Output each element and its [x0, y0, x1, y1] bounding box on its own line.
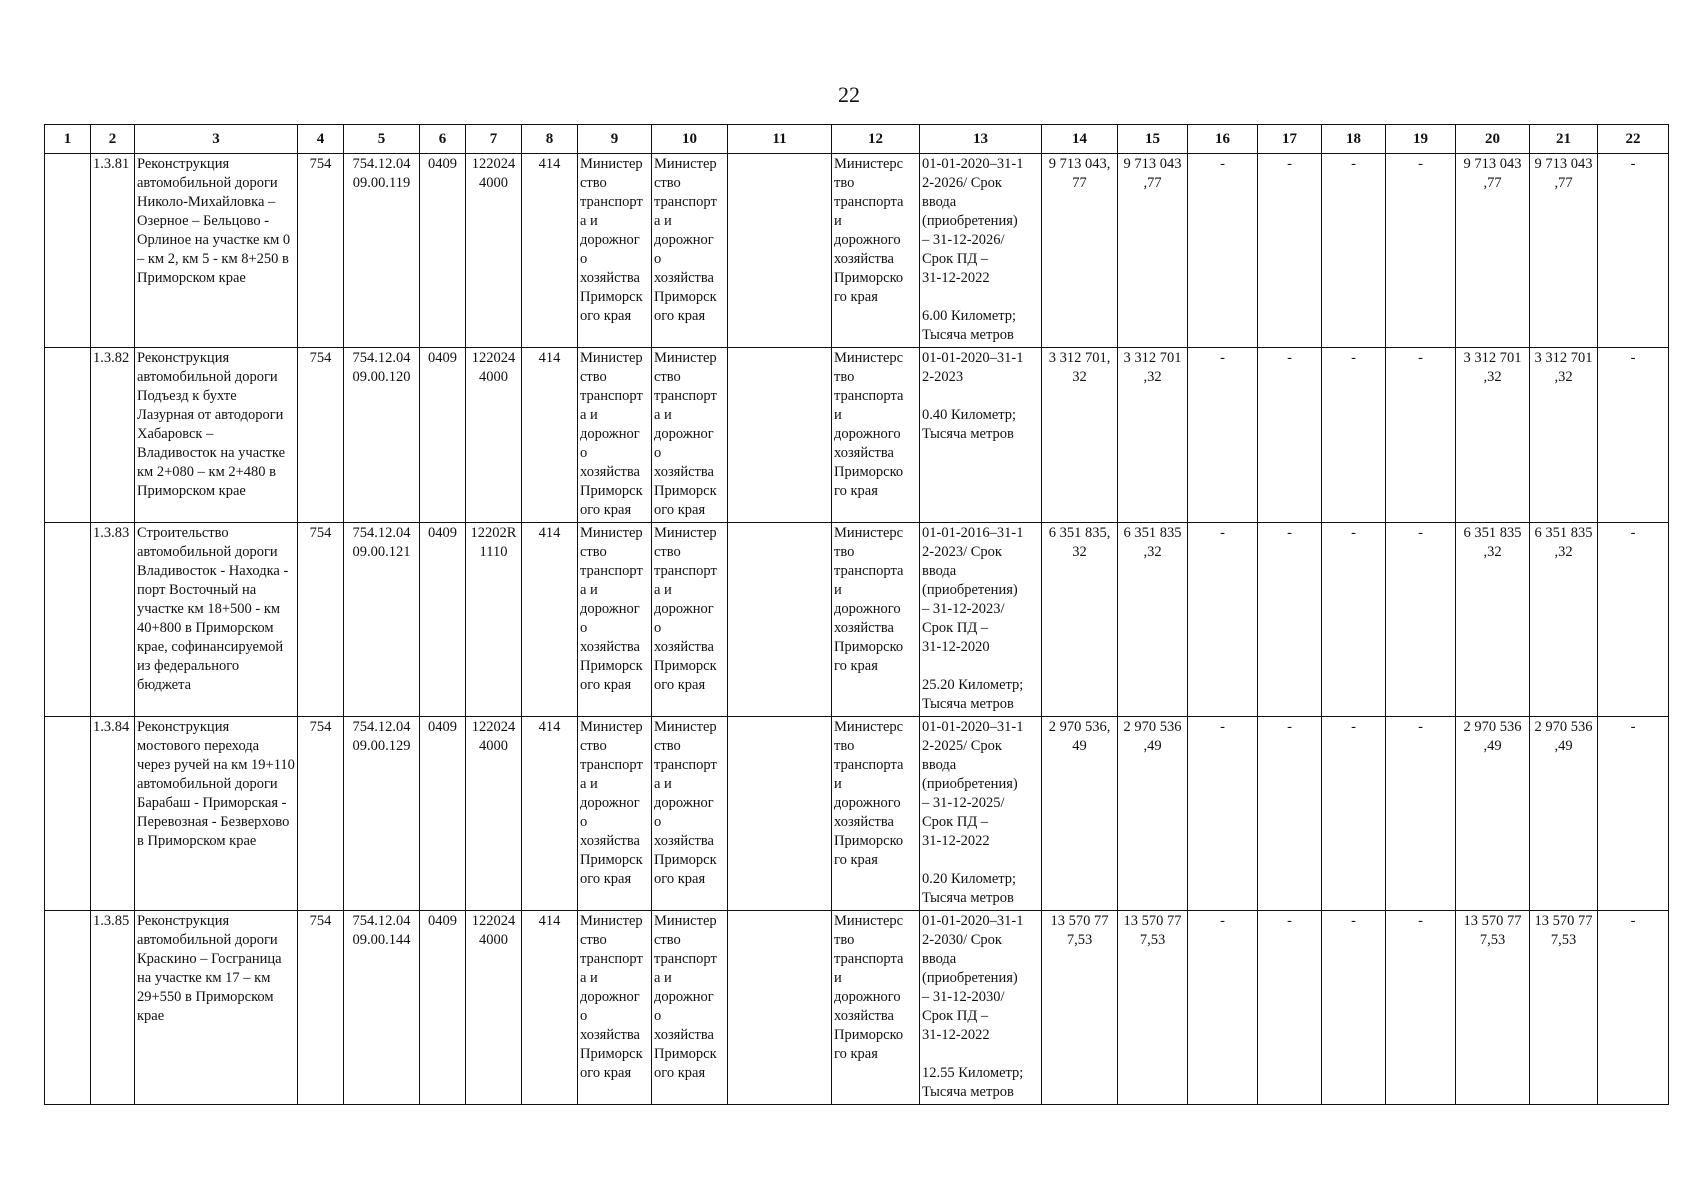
cell-col-5: 754.12.04 09.00.120: [344, 348, 420, 523]
cell-col-19: -: [1386, 154, 1456, 348]
table-row: [45, 154, 1669, 348]
cell-col-10: Министер ство транспорт а и дорожног о хозяйства Приморск ого края: [652, 911, 728, 1105]
cell-col-7: 12202R 1110: [466, 523, 522, 717]
cell-col-9: Министер ство транспорт а и дорожног о хозяйства Приморск ого края: [578, 523, 652, 717]
header-cell: 12: [832, 125, 920, 154]
header-cell: 14: [1042, 125, 1118, 154]
table-row: [45, 911, 1669, 1105]
cell-col-13: 01-01-2020–31-1 2-2026/ Срок ввода (приобретения) – 31-12-2026/ Срок ПД – 31-12-2022 6.00 Километр; Тысяча метров: [920, 154, 1042, 348]
cell-col-21: 9 713 043 ,77: [1530, 154, 1598, 348]
header-cell: 18: [1322, 125, 1386, 154]
cell-col-1: [45, 717, 91, 911]
cell-col-4: 754: [298, 911, 344, 1105]
cell-row-number: 1.3.85: [91, 911, 135, 1105]
cell-col-17: -: [1258, 911, 1322, 1105]
cell-col-11: [728, 523, 832, 717]
cell-col-1: [45, 523, 91, 717]
cell-col-5: 754.12.04 09.00.121: [344, 523, 420, 717]
cell-col-20: 2 970 536 ,49: [1456, 717, 1530, 911]
cell-col-13: 01-01-2020–31-1 2-2023 0.40 Километр; Тысяча метров: [920, 348, 1042, 523]
cell-col-6: 0409: [420, 348, 466, 523]
cell-col-4: 754: [298, 348, 344, 523]
cell-col-4: 754: [298, 717, 344, 911]
cell-col-18: -: [1322, 348, 1386, 523]
cell-col-8: 414: [522, 911, 578, 1105]
header-cell: 21: [1530, 125, 1598, 154]
cell-col-16: -: [1188, 348, 1258, 523]
cell-col-11: [728, 348, 832, 523]
cell-col-10: Министер ство транспорт а и дорожног о хозяйства Приморск ого края: [652, 348, 728, 523]
cell-col-1: [45, 911, 91, 1105]
header-cell: 20: [1456, 125, 1530, 154]
cell-col-14: 2 970 536, 49: [1042, 717, 1118, 911]
header-cell: 22: [1598, 125, 1669, 154]
cell-col-21: 6 351 835 ,32: [1530, 523, 1598, 717]
cell-col-7: 122024 4000: [466, 717, 522, 911]
cell-col-11: [728, 911, 832, 1105]
header-cell: 19: [1386, 125, 1456, 154]
cell-col-18: -: [1322, 717, 1386, 911]
header-cell: 8: [522, 125, 578, 154]
cell-col-6: 0409: [420, 523, 466, 717]
page-number: 22: [838, 82, 860, 107]
cell-col-10: Министер ство транспорт а и дорожног о хозяйства Приморск ого края: [652, 523, 728, 717]
cell-col-20: 6 351 835 ,32: [1456, 523, 1530, 717]
header-cell: 9: [578, 125, 652, 154]
cell-object-name: Реконструкция автомобильной дороги Краскино – Госграница на участке км 17 – км 29+550 в Приморском крае: [135, 911, 298, 1105]
cell-col-4: 754: [298, 154, 344, 348]
cell-col-9: Министер ство транспорт а и дорожног о хозяйства Приморск ого края: [578, 348, 652, 523]
cell-col-15: 13 570 77 7,53: [1118, 911, 1188, 1105]
cell-col-20: 13 570 77 7,53: [1456, 911, 1530, 1105]
data-table: [44, 124, 1669, 1105]
cell-col-10: Министер ство транспорт а и дорожног о хозяйства Приморск ого края: [652, 154, 728, 348]
header-cell: 16: [1188, 125, 1258, 154]
cell-col-6: 0409: [420, 154, 466, 348]
cell-col-8: 414: [522, 523, 578, 717]
cell-col-8: 414: [522, 154, 578, 348]
header-cell: 17: [1258, 125, 1322, 154]
cell-col-12: Министерс тво транспорта и дорожного хозяйства Приморско го края: [832, 348, 920, 523]
cell-col-7: 122024 4000: [466, 348, 522, 523]
cell-col-16: -: [1188, 911, 1258, 1105]
cell-col-19: -: [1386, 523, 1456, 717]
cell-row-number: 1.3.83: [91, 523, 135, 717]
cell-col-9: Министер ство транспорт а и дорожног о хозяйства Приморск ого края: [578, 911, 652, 1105]
table-row: [45, 717, 1669, 911]
cell-col-17: -: [1258, 523, 1322, 717]
cell-col-18: -: [1322, 154, 1386, 348]
cell-col-22: -: [1598, 348, 1669, 523]
table-row: [45, 348, 1669, 523]
cell-col-11: [728, 154, 832, 348]
cell-col-6: 0409: [420, 717, 466, 911]
header-cell: 10: [652, 125, 728, 154]
cell-col-6: 0409: [420, 911, 466, 1105]
cell-object-name: Реконструкция автомобильной дороги Николо-Михайловка – Озерное – Бельцово - Орлиное на участке км 0 – км 2, км 5 - км 8+250 в Приморском крае: [135, 154, 298, 348]
cell-col-19: -: [1386, 348, 1456, 523]
cell-col-8: 414: [522, 717, 578, 911]
cell-col-8: 414: [522, 348, 578, 523]
cell-col-21: 13 570 77 7,53: [1530, 911, 1598, 1105]
cell-col-18: -: [1322, 523, 1386, 717]
cell-col-13: 01-01-2020–31-1 2-2030/ Срок ввода (приобретения) – 31-12-2030/ Срок ПД – 31-12-2022 12.55 Километр; Тысяча метров: [920, 911, 1042, 1105]
header-cell: 2: [91, 125, 135, 154]
cell-col-5: 754.12.04 09.00.144: [344, 911, 420, 1105]
cell-col-21: 3 312 701 ,32: [1530, 348, 1598, 523]
cell-col-1: [45, 348, 91, 523]
cell-col-5: 754.12.04 09.00.119: [344, 154, 420, 348]
cell-col-11: [728, 717, 832, 911]
cell-col-20: 9 713 043 ,77: [1456, 154, 1530, 348]
header-cell: 1: [45, 125, 91, 154]
cell-col-1: [45, 154, 91, 348]
cell-col-5: 754.12.04 09.00.129: [344, 717, 420, 911]
cell-col-17: -: [1258, 717, 1322, 911]
cell-col-20: 3 312 701 ,32: [1456, 348, 1530, 523]
cell-col-7: 122024 4000: [466, 154, 522, 348]
cell-col-10: Министер ство транспорт а и дорожног о хозяйства Приморск ого края: [652, 717, 728, 911]
cell-col-21: 2 970 536 ,49: [1530, 717, 1598, 911]
header-cell: 4: [298, 125, 344, 154]
cell-col-19: -: [1386, 717, 1456, 911]
cell-col-15: 6 351 835 ,32: [1118, 523, 1188, 717]
cell-col-13: 01-01-2016–31-1 2-2023/ Срок ввода (приобретения) – 31-12-2023/ Срок ПД – 31-12-2020 25.20 Километр; Тысяча метров: [920, 523, 1042, 717]
header-cell: 5: [344, 125, 420, 154]
cell-col-16: -: [1188, 717, 1258, 911]
cell-col-18: -: [1322, 911, 1386, 1105]
header-cell: 11: [728, 125, 832, 154]
cell-col-15: 9 713 043 ,77: [1118, 154, 1188, 348]
cell-col-9: Министер ство транспорт а и дорожног о хозяйства Приморск ого края: [578, 154, 652, 348]
cell-col-17: -: [1258, 154, 1322, 348]
cell-col-7: 122024 4000: [466, 911, 522, 1105]
cell-col-14: 3 312 701, 32: [1042, 348, 1118, 523]
cell-object-name: Реконструкция мостового перехода через ручей на км 19+110 автомобильной дороги Барабаш - Приморская - Перевозная - Безверхово в Приморском крае: [135, 717, 298, 911]
cell-col-22: -: [1598, 154, 1669, 348]
cell-col-12: Министерс тво транспорта и дорожного хозяйства Приморско го края: [832, 911, 920, 1105]
cell-col-13: 01-01-2020–31-1 2-2025/ Срок ввода (приобретения) – 31-12-2025/ Срок ПД – 31-12-2022 0.20 Километр; Тысяча метров: [920, 717, 1042, 911]
cell-row-number: 1.3.84: [91, 717, 135, 911]
cell-col-14: 6 351 835, 32: [1042, 523, 1118, 717]
header-cell: 3: [135, 125, 298, 154]
cell-col-4: 754: [298, 523, 344, 717]
cell-col-12: Министерс тво транспорта и дорожного хозяйства Приморско го края: [832, 154, 920, 348]
cell-col-19: -: [1386, 911, 1456, 1105]
cell-col-14: 13 570 77 7,53: [1042, 911, 1118, 1105]
header-cell: 15: [1118, 125, 1188, 154]
cell-col-12: Министерс тво транспорта и дорожного хозяйства Приморско го края: [832, 717, 920, 911]
header-cell: 13: [920, 125, 1042, 154]
cell-col-22: -: [1598, 911, 1669, 1105]
header-cell: 7: [466, 125, 522, 154]
cell-col-12: Министерс тво транспорта и дорожного хозяйства Приморско го края: [832, 523, 920, 717]
cell-col-16: -: [1188, 523, 1258, 717]
cell-row-number: 1.3.82: [91, 348, 135, 523]
cell-col-22: -: [1598, 523, 1669, 717]
table-row: [45, 523, 1669, 717]
cell-col-15: 3 312 701 ,32: [1118, 348, 1188, 523]
cell-col-9: Министер ство транспорт а и дорожног о хозяйства Приморск ого края: [578, 717, 652, 911]
cell-row-number: 1.3.81: [91, 154, 135, 348]
cell-object-name: Реконструкция автомобильной дороги Подъезд к бухте Лазурная от автодороги Хабаровск – Владивосток на участке км 2+080 – км 2+480 в Приморском крае: [135, 348, 298, 523]
cell-col-16: -: [1188, 154, 1258, 348]
cell-col-17: -: [1258, 348, 1322, 523]
cell-col-22: -: [1598, 717, 1669, 911]
cell-col-15: 2 970 536 ,49: [1118, 717, 1188, 911]
cell-object-name: Строительство автомобильной дороги Владивосток - Находка - порт Восточный на участке км 18+500 - км 40+800 в Приморском крае, софинансируемой из федерального бюджета: [135, 523, 298, 717]
cell-col-14: 9 713 043, 77: [1042, 154, 1118, 348]
header-row: [45, 125, 1669, 154]
header-cell: 6: [420, 125, 466, 154]
